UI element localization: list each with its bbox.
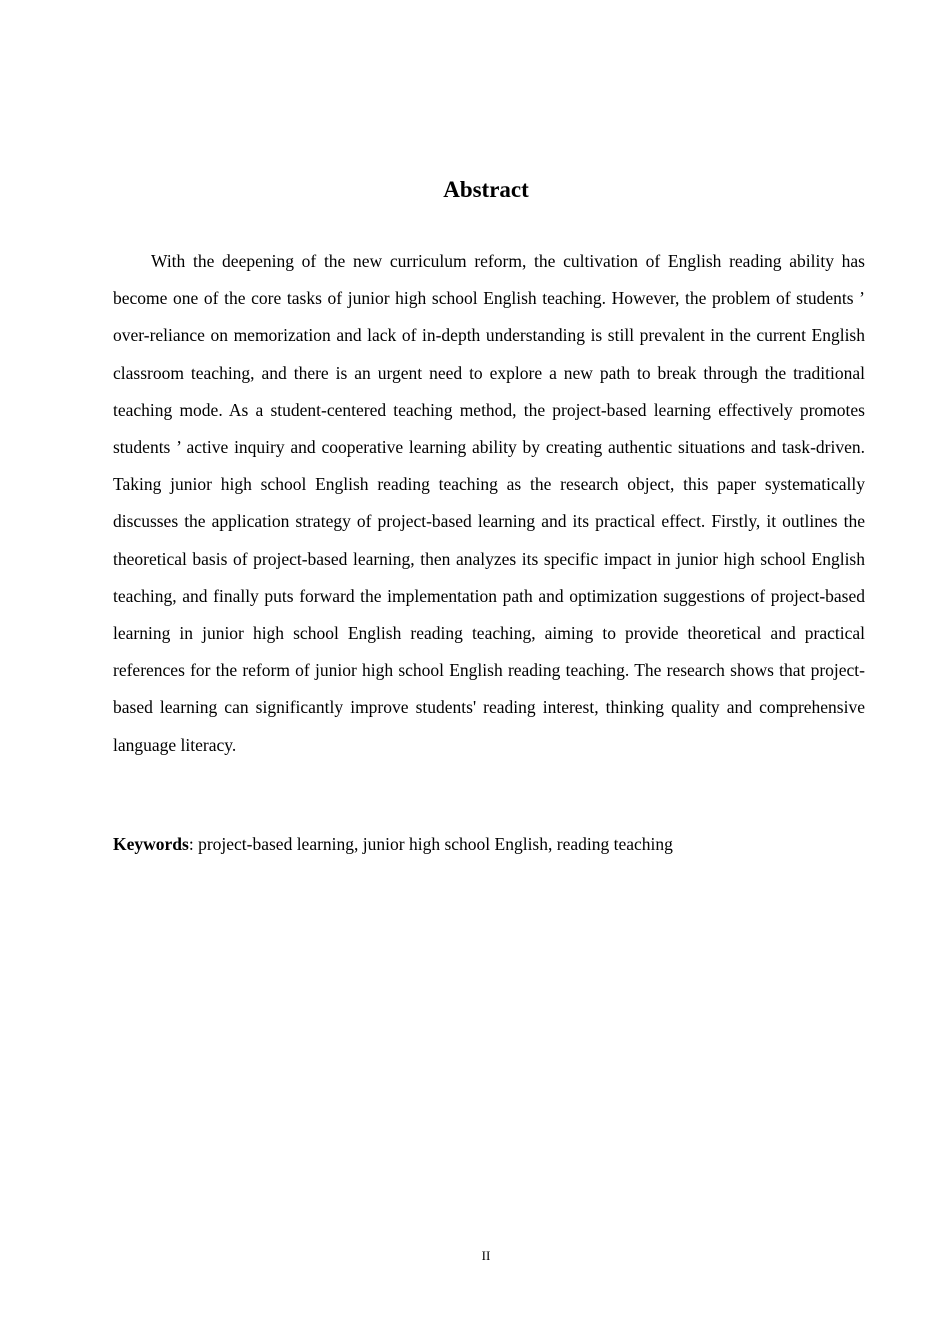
abstract-paragraph: With the deepening of the new curriculum reform, the cultivation of English reading ability has become one of the core tasks of junior high school English teaching. However, the problem of students ’ over-reliance on memorization and lack of in-depth understanding is still prevalent in the current English classroom teaching, and there is an urgent need to explore a new path to break through the traditional teaching mode. As a student-centered teaching method, the project-based learning effectively promotes students ’ active inquiry and cooperative learning ability by creating authentic situations and task-driven. Taking junior high school English reading teaching as the research object, this paper systematically discusses the application strategy of project-based learning and its practical effect. Firstly, it outlines the theoretical basis of project-based learning, then analyzes its specific impact in junior high school English teaching, and finally puts forward the implementation path and optimization suggestions of project-based learning in junior high school English reading teaching, aiming to provide theoretical and practical references for the reform of junior high school English reading teaching. The research shows that project-based learning can significantly improve students' reading interest, thinking quality and comprehensive language literacy.: [113, 251, 865, 755]
keywords-label: Keywords: [113, 834, 189, 854]
abstract-title: Abstract: [443, 177, 529, 202]
keywords-line: [113, 829, 865, 859]
page-number: II: [481, 1248, 491, 1263]
keywords-text: : project-based learning, junior high school English, reading teaching: [188, 834, 673, 854]
